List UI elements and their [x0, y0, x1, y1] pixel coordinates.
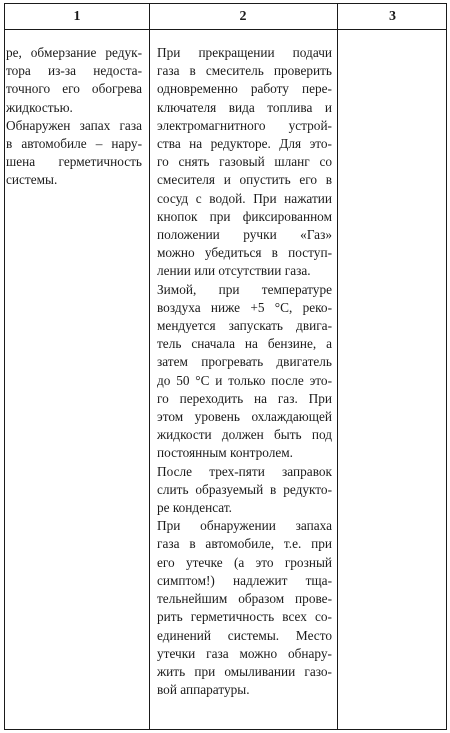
- text-line: точного его обогрева: [6, 81, 142, 97]
- text-line: до 50 °С и только после это-: [157, 372, 332, 388]
- text-line: затем прогревать двигатель: [157, 354, 332, 370]
- text-line: можно убедиться в поступ-: [157, 245, 332, 261]
- text-line: одновременно работу пере-: [157, 81, 332, 97]
- column-divider-1: [149, 4, 150, 729]
- table-header-row: [5, 4, 446, 30]
- text-line: воздуха ниже +5 °С, реко-: [157, 299, 332, 315]
- text-line: симптом!) надлежит тща-: [157, 572, 332, 588]
- text-line: сосуд с водой. При нажатии: [157, 190, 332, 206]
- text-line: После трех-пяти заправок: [157, 463, 332, 479]
- text-line: утечки газа можно обнару-: [157, 645, 332, 661]
- text-line: в автомобиле – нару-: [6, 136, 142, 152]
- text-line: этом уровень охлаждающей: [157, 409, 332, 425]
- text-line: тель сначала на бензине, а: [157, 336, 332, 352]
- header-col-2: 2: [239, 9, 247, 24]
- column-divider-2: [337, 4, 338, 729]
- text-line: тора из-за недоста-: [6, 63, 142, 79]
- cell-column-2: [157, 44, 332, 699]
- text-line: жидкостью.: [6, 99, 73, 115]
- text-line: его утечке (а это грозный: [157, 554, 332, 570]
- text-line: тельнейшим образом прове-: [157, 591, 332, 607]
- text-line: постоянным контролем.: [157, 445, 293, 461]
- text-line: кнопок при фиксированном: [157, 208, 332, 224]
- text-line: электромагнитного устрой-: [157, 117, 332, 133]
- text-line: мендуется запускать двига-: [157, 318, 332, 334]
- text-line: ре конденсат.: [157, 500, 232, 516]
- text-line: слить образуемый в редукто-: [157, 481, 332, 497]
- text-line: вой аппаратуры.: [157, 682, 250, 698]
- text-line: шена герметичность: [6, 154, 142, 170]
- text-line: положении ручки «Газ»: [157, 227, 332, 243]
- header-col-1: 1: [73, 9, 81, 24]
- text-line: жидкости должен быть под: [157, 427, 332, 443]
- text-line: единений системы. Место: [157, 627, 332, 643]
- text-line: Обнаружен запах газа: [6, 117, 142, 133]
- text-line: го снять газовый шланг со: [157, 154, 332, 170]
- cell-column-1: [6, 44, 142, 190]
- text-line: газа в смеситель проверить: [157, 63, 332, 79]
- text-line: Зимой, при температуре: [157, 281, 332, 297]
- text-line: жить при омыливании газо-: [157, 663, 332, 679]
- text-line: рить герметичность всех со-: [157, 609, 332, 625]
- text-line: го переходить на газ. При: [157, 390, 332, 406]
- text-line: При обнаружении запаха: [157, 518, 332, 534]
- text-line: ключателя вида топлива и: [157, 99, 332, 115]
- text-line: системы.: [6, 172, 58, 188]
- text-line: ства на редукторе. Для это-: [157, 136, 332, 152]
- text-line: лении или отсутствии газа.: [157, 263, 311, 279]
- instruction-table: [4, 3, 447, 730]
- text-line: смесителя и опустить его в: [157, 172, 332, 188]
- text-line: газа в автомобиле, т.е. при: [157, 536, 332, 552]
- text-line: При прекращении подачи: [157, 45, 332, 60]
- text-line: ре, обмерзание редук-: [6, 45, 142, 60]
- header-col-3: 3: [389, 9, 396, 24]
